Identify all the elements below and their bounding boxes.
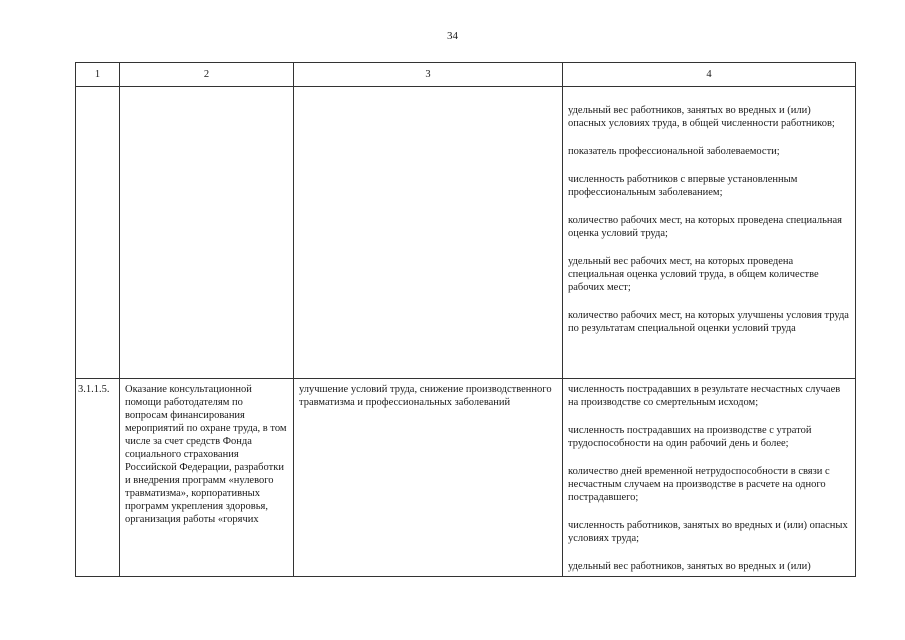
indicator-item: удельный вес рабочих мест, на которых проведена специальная оценка условий труда, в общем количестве рабочих мест; [568,256,819,293]
table-row-continuation [76,87,856,379]
header-col-4: 4 [563,63,856,87]
result-text: улучшение условий труда, снижение производственного травматизма и профессиональных заболеваний [299,384,552,408]
cell-empty-col-3 [294,87,563,379]
indicator-item: численность пострадавших в результате несчастных случаев на производстве со смертельным исходом; [568,384,841,408]
cell-measure [120,379,294,577]
indicator-item: численность работников с впервые установленным профессиональным заболеванием; [568,174,798,198]
indicator-item: удельный вес работников, занятых во вредных и (или) [568,561,811,572]
table-header-row [76,63,856,87]
cell-empty-col-1 [76,87,120,379]
indicator-item: количество дней временной нетрудоспособности в связи с несчастным случаем на производстве в расчете на одного пострадавшего; [568,466,830,503]
header-col-1: 1 [76,63,120,87]
indicator-item: количество рабочих мест, на которых проведена специальная оценка условий труда; [568,215,843,239]
page-number: 34 [447,30,458,42]
table-row-3-1-1-5 [76,379,856,577]
measure-text: Оказание консультационной помощи работодателям по вопросам финансирования мероприятий по охране труда, в том числе за счет средств Фонда социального страхования Российской Федерации, разработки и внедрения программ «нулевого травматизма», корпоративных программ укрепления здоровья, организация работы «горячих [125,384,287,525]
indicator-item: численность работников, занятых во вредных и (или) опасных условиях труда; [568,520,848,544]
header-col-3: 3 [294,63,563,87]
cell-empty-col-2 [120,87,294,379]
indicator-item: количество рабочих мест, на которых улучшены условия труда по результатам специальной оценки условий труда [568,310,849,334]
cell-item-number [76,379,120,577]
cell-result [294,379,563,577]
cell-indicators [563,379,856,577]
indicator-item: численность пострадавших на производстве с утратой трудоспособности на один рабочий день и более; [568,425,812,449]
header-col-2: 2 [120,63,294,87]
indicator-item: удельный вес работников, занятых во вредных и (или) опасных условиях труда, в общей численности работников; [568,105,835,129]
cell-indicators-continued [563,87,856,379]
indicator-item: показатель профессиональной заболеваемости; [568,146,780,157]
document-table [75,62,856,577]
item-number: 3.1.1.5. [78,384,110,395]
